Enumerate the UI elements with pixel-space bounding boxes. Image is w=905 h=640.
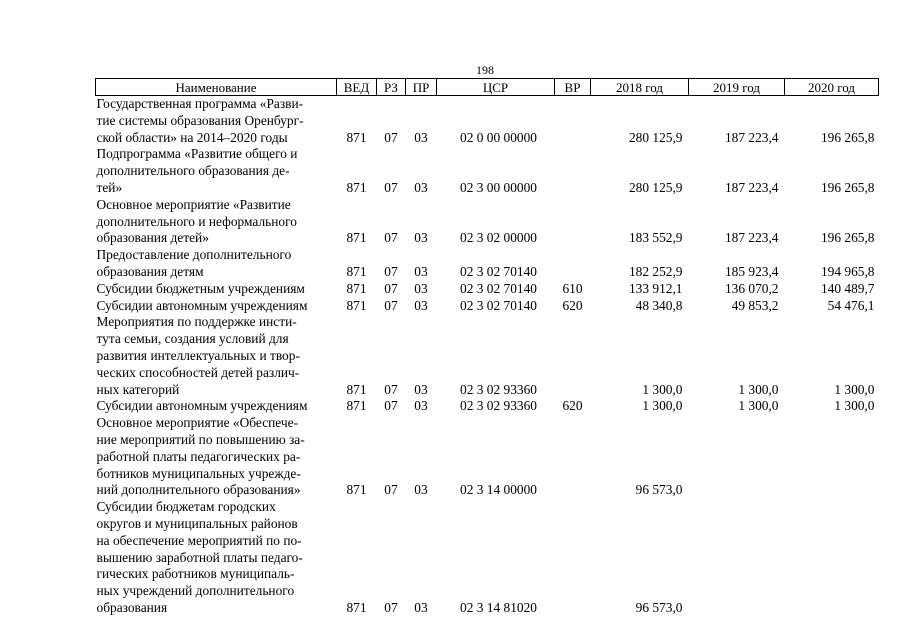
- name-line: ных категорий: [96, 381, 180, 397]
- cell-pr: 03: [414, 398, 428, 414]
- cell-name: [96, 499, 337, 617]
- cell-ved: 871: [346, 230, 367, 246]
- cell-csr: 02 0 00 00000: [460, 129, 537, 145]
- name-line: ской области» на 2014–2020 годы: [96, 129, 288, 145]
- header-2019: 2019 год: [689, 79, 785, 96]
- cell-2019: 136 070,2: [724, 280, 779, 296]
- cell-2018: 280 125,9: [628, 179, 683, 195]
- cell-csr: 02 3 14 00000: [460, 482, 537, 498]
- table-row: [96, 197, 879, 247]
- cell-rz: 07: [384, 263, 398, 279]
- cell-vr: 620: [562, 398, 583, 414]
- cell-2020: [785, 415, 879, 499]
- cell-rz: 07: [384, 280, 398, 296]
- cell-2019: 1 300,0: [738, 381, 779, 397]
- cell-name: [96, 96, 337, 147]
- cell-pr: 03: [414, 179, 428, 195]
- cell-rz: 07: [384, 179, 398, 195]
- cell-2020: 196 265,8: [820, 230, 875, 246]
- cell-2019: 187 223,4: [724, 230, 779, 246]
- name-line: Субсидии бюджетным учреждениям: [96, 280, 305, 296]
- cell-rz: 07: [384, 297, 398, 313]
- table-row: [96, 415, 879, 499]
- table-row: [96, 499, 879, 617]
- cell-2020: 1 300,0: [834, 398, 875, 414]
- name-line: ческих способностей детей различ-: [96, 364, 300, 380]
- name-line: Субсидии автономным учреждениям: [96, 297, 308, 313]
- cell-2018: 96 573,0: [635, 599, 683, 615]
- name-line: Государственная программа «Разви-: [96, 96, 304, 111]
- table-row: [96, 314, 879, 398]
- cell-name: [96, 415, 337, 499]
- cell-vr: [555, 197, 591, 247]
- name-line: ний дополнительного образования»: [96, 482, 301, 498]
- name-line: тута семьи, создания условий для: [96, 331, 289, 347]
- name-line: образования: [96, 599, 168, 615]
- table-row: [96, 96, 879, 147]
- cell-name: [96, 146, 337, 196]
- header-name: Наименование: [96, 79, 337, 96]
- name-line: развития интеллектуальных и твор-: [96, 347, 300, 363]
- cell-vr: [555, 146, 591, 196]
- cell-ved: 871: [346, 381, 367, 397]
- cell-name: [96, 298, 337, 315]
- cell-2020: [785, 499, 879, 617]
- cell-2019: [689, 415, 785, 499]
- name-line: округов и муниципальных районов: [96, 515, 298, 531]
- cell-ved: 871: [346, 263, 367, 279]
- name-line: тей»: [96, 179, 123, 195]
- cell-2020: 140 489,7: [820, 280, 875, 296]
- cell-rz: 07: [384, 599, 398, 615]
- name-line: Мероприятия по поддержке инсти-: [96, 314, 297, 330]
- cell-csr: 02 3 14 81020: [460, 599, 537, 615]
- cell-2019: 185 923,4: [724, 263, 779, 279]
- cell-vr: 610: [562, 280, 583, 296]
- cell-pr: 03: [414, 482, 428, 498]
- budget-table: [95, 78, 879, 617]
- cell-ved: 871: [346, 129, 367, 145]
- cell-2019: 49 853,2: [731, 297, 779, 313]
- name-line: работной платы педагогических ра-: [96, 448, 301, 464]
- cell-2018: 1 300,0: [642, 398, 683, 414]
- name-line: Предоставление дополнительного: [96, 247, 292, 263]
- cell-2019: [689, 499, 785, 617]
- name-line: на обеспечение мероприятий по по-: [96, 532, 302, 548]
- name-line: гических работников муниципаль-: [96, 566, 295, 582]
- header-2020: 2020 год: [785, 79, 879, 96]
- cell-2020: 196 265,8: [820, 179, 875, 195]
- cell-rz: 07: [384, 129, 398, 145]
- cell-2019: 187 223,4: [724, 179, 779, 195]
- cell-name: [96, 247, 337, 281]
- cell-rz: 07: [384, 482, 398, 498]
- cell-rz: 07: [384, 398, 398, 414]
- cell-pr: 03: [414, 381, 428, 397]
- header-ved: ВЕД: [337, 79, 377, 96]
- cell-2020: 1 300,0: [834, 381, 875, 397]
- cell-pr: 03: [414, 297, 428, 313]
- cell-ved: 871: [346, 398, 367, 414]
- table-row: [96, 398, 879, 415]
- name-line: вышению заработной платы педаго-: [96, 549, 303, 565]
- table-header: [96, 79, 879, 96]
- header-csr: ЦСР: [437, 79, 555, 96]
- cell-ved: 871: [346, 482, 367, 498]
- cell-csr: 02 3 02 70140: [460, 263, 537, 279]
- cell-name: [96, 281, 337, 298]
- cell-2018: 133 912,1: [628, 280, 683, 296]
- name-line: тие системы образования Оренбург-: [96, 112, 304, 128]
- name-line: дополнительного образования де-: [96, 163, 290, 179]
- cell-pr: 03: [414, 129, 428, 145]
- cell-csr: 02 3 00 00000: [460, 179, 537, 195]
- cell-name: [96, 314, 337, 398]
- cell-pr: 03: [414, 263, 428, 279]
- name-line: Субсидии бюджетам городских: [96, 499, 276, 515]
- cell-vr: [555, 247, 591, 281]
- name-line: Основное мероприятие «Обеспече-: [96, 415, 299, 431]
- cell-ved: 871: [346, 599, 367, 615]
- name-line: ных учреждений дополнительного: [96, 583, 295, 599]
- cell-pr: 03: [414, 599, 428, 615]
- table-row: [96, 247, 879, 281]
- name-line: образования детям: [96, 263, 204, 279]
- cell-name: [96, 197, 337, 247]
- cell-2018: 280 125,9: [628, 129, 683, 145]
- cell-csr: 02 3 02 00000: [460, 230, 537, 246]
- table-row: [96, 298, 879, 315]
- cell-name: [96, 398, 337, 415]
- cell-2020: 196 265,8: [820, 129, 875, 145]
- cell-2020: 54 476,1: [827, 297, 875, 313]
- table-row: [96, 281, 879, 298]
- name-line: образования детей»: [96, 230, 209, 246]
- table-row: [96, 146, 879, 196]
- cell-csr: 02 3 02 70140: [460, 280, 537, 296]
- header-rz: РЗ: [377, 79, 406, 96]
- cell-2019: 187 223,4: [724, 129, 779, 145]
- cell-2020: 194 965,8: [820, 263, 875, 279]
- cell-2018: 183 552,9: [628, 230, 683, 246]
- cell-csr: 02 3 02 93360: [460, 381, 537, 397]
- cell-ved: 871: [346, 179, 367, 195]
- name-line: Субсидии автономным учреждениям: [96, 398, 308, 414]
- cell-vr: [555, 415, 591, 499]
- cell-pr: 03: [414, 230, 428, 246]
- cell-pr: 03: [414, 280, 428, 296]
- cell-rz: 07: [384, 230, 398, 246]
- name-line: ботников муниципальных учрежде-: [96, 465, 301, 481]
- cell-2018: 182 252,9: [628, 263, 683, 279]
- table-body: [96, 96, 879, 617]
- cell-ved: 871: [346, 297, 367, 313]
- cell-vr: [555, 96, 591, 147]
- cell-vr: 620: [562, 297, 583, 313]
- name-line: дополнительного и неформального: [96, 213, 297, 229]
- header-row: [96, 79, 879, 96]
- cell-2018: 48 340,8: [635, 297, 683, 313]
- header-2018: 2018 год: [591, 79, 689, 96]
- cell-2018: 1 300,0: [642, 381, 683, 397]
- cell-csr: 02 3 02 70140: [460, 297, 537, 313]
- name-line: ние мероприятий по повышению за-: [96, 431, 305, 447]
- cell-vr: [555, 499, 591, 617]
- cell-rz: 07: [384, 381, 398, 397]
- page-number: 198: [476, 63, 494, 77]
- cell-2018: 96 573,0: [635, 482, 683, 498]
- cell-vr: [555, 314, 591, 398]
- cell-ved: 871: [346, 280, 367, 296]
- cell-2019: 1 300,0: [738, 398, 779, 414]
- cell-csr: 02 3 02 93360: [460, 398, 537, 414]
- name-line: Основное мероприятие «Развитие: [96, 196, 291, 212]
- header-vr: ВР: [555, 79, 591, 96]
- name-line: Подпрограмма «Развитие общего и: [96, 146, 298, 162]
- header-pr: ПР: [406, 79, 437, 96]
